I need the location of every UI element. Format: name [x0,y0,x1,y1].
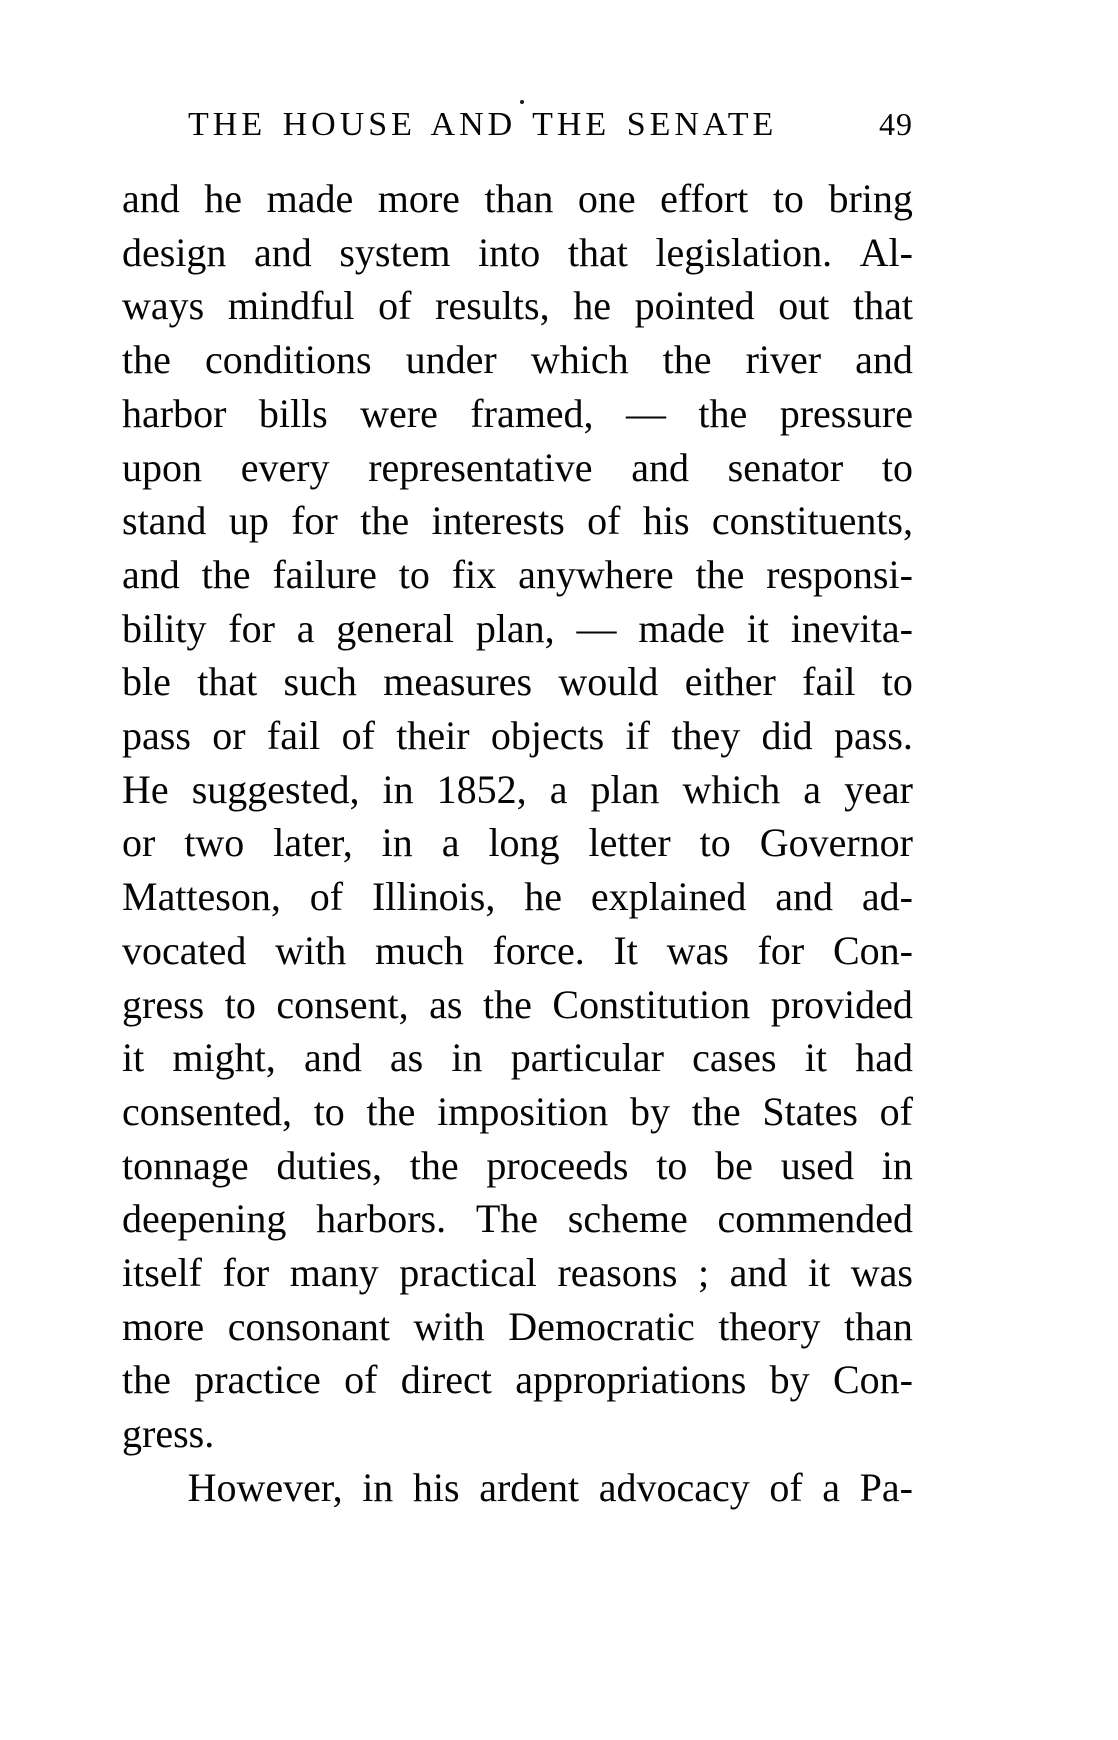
word: responsi- [766,551,913,597]
word: commended [717,1196,913,1242]
word: plan [590,766,660,812]
word: suggested, [191,766,360,812]
word: representative [368,444,593,490]
word: anywhere [518,551,674,597]
word: inevita- [790,605,913,651]
word: of [341,713,375,759]
word: than [484,176,554,221]
word: pass. [834,713,913,759]
word: framed, [470,390,594,436]
word: by [630,1088,671,1134]
word: as [429,981,463,1027]
word: effort [660,176,749,221]
word: a [441,820,460,866]
word: his [642,498,690,544]
text-line [122,1085,913,1139]
word: vocated [122,927,247,973]
text-line [122,333,913,387]
word: into [478,229,541,275]
text-line [122,978,913,1032]
word: reasons [557,1250,678,1296]
word: they [671,713,741,759]
word: the [695,551,745,597]
word: — [625,390,666,436]
text-line [122,387,913,441]
word: in [451,1035,483,1081]
word: for [228,605,275,651]
word: that [567,229,628,275]
word: did [761,713,813,759]
word: plan, [475,605,555,651]
word: stand [122,498,207,544]
word: The [475,1196,539,1242]
word: and [303,1035,362,1081]
word: letter [588,820,671,866]
word: a [296,605,315,651]
word: which [530,337,629,383]
word: Governor [759,820,913,866]
word: interests [431,498,565,544]
word: in [362,1464,394,1510]
word: two [184,820,245,866]
text-line [122,655,913,709]
word: Pa- [859,1464,913,1510]
text-line [122,816,913,870]
word: ; [697,1250,710,1296]
word: system [339,229,451,275]
word: a [803,766,822,812]
word: of [378,283,412,329]
word: Con- [832,927,913,973]
word: legislation. [655,229,833,275]
word: would [558,659,659,705]
word: the [409,1142,459,1188]
word: senator [727,444,844,490]
word: to [772,176,804,221]
word: later, [273,820,353,866]
word: to [881,444,913,490]
word: pressure [779,390,913,436]
word: might, [172,1035,276,1081]
word: under [405,337,497,383]
word: proceeds [486,1142,629,1188]
word: direct [400,1357,492,1403]
word: with [413,1303,485,1349]
word: were [360,390,438,436]
word: practice [194,1357,321,1403]
word: with [275,927,347,973]
word: a [822,1464,841,1510]
word: appropriations [515,1357,747,1403]
word: ad- [861,874,913,920]
word: theory [718,1303,821,1349]
word: the [698,390,748,436]
word: if [625,713,650,759]
word: cases [692,1035,777,1081]
word: his [412,1464,460,1510]
word: 1852, [436,766,527,812]
word: and [729,1250,788,1296]
word: to [881,659,913,705]
word: in [382,766,414,812]
word: constituents, [711,498,913,544]
word: pointed [634,283,755,329]
word: in [381,820,413,866]
word: bility [122,605,207,651]
word: a [549,766,568,812]
word: than [844,1303,913,1349]
text-line [122,494,913,548]
word: he [573,283,611,329]
text-line [122,1192,913,1246]
word: and [254,229,312,275]
text-line: gress. [122,1411,215,1457]
word: to [656,1142,688,1188]
word: tonnage [122,1142,249,1188]
body-text [122,172,913,1515]
word: that [853,283,913,329]
word: of [309,874,344,920]
word: objects [490,713,605,759]
word: it [746,605,769,651]
word: gress [122,981,205,1027]
running-head [122,106,913,144]
word: the [662,337,712,383]
text-line [122,1461,913,1515]
word: made [638,605,725,651]
word: fix [451,551,497,597]
text-line [122,924,913,978]
word: for [222,1250,270,1296]
chapter-title: THE HOUSE AND THE SENATE [188,106,778,143]
word: Constitution [552,981,751,1027]
word: to [699,820,731,866]
text-line [122,1031,913,1085]
word: harbor [122,390,227,436]
text-line [122,1139,913,1193]
word: Con- [832,1357,913,1403]
word: used [780,1142,855,1188]
word: of [344,1357,378,1403]
word: fail [802,659,856,705]
text-line [122,1353,913,1407]
word: results, [435,283,550,329]
word: the [360,498,410,544]
word: every [240,444,330,490]
word: bills [258,390,328,436]
word: it [804,1035,827,1081]
text-line [122,226,913,280]
word: or [212,713,246,759]
word: and [122,176,180,221]
word: However, [187,1464,343,1510]
word: particular [510,1035,664,1081]
word: it [122,1035,145,1081]
word: upon [122,444,202,490]
word: in [881,1142,913,1188]
word: practical [399,1250,537,1296]
paragraph-indent [122,1461,168,1515]
word: of [769,1464,803,1510]
word: failure [272,551,377,597]
word: the [691,1088,741,1134]
text-line [122,441,913,495]
word: consonant [227,1303,390,1349]
word: scheme [567,1196,688,1242]
word: of [587,498,621,544]
word: was [850,1250,913,1296]
word: up [228,498,269,544]
word: the [482,981,532,1027]
word: harbors. [316,1196,447,1242]
word: as [389,1035,424,1081]
word: duties, [276,1142,382,1188]
word: — [576,605,617,651]
word: river [745,337,822,383]
word: consented, [122,1088,292,1134]
text-line [122,602,913,656]
word: and [631,444,689,490]
word: of [879,1088,913,1134]
word: the [122,337,171,383]
word: pass [122,713,191,759]
word: general [336,605,454,651]
word: advocacy [598,1464,750,1510]
word: that [197,659,258,705]
word: to [224,981,256,1027]
word: it [807,1250,831,1296]
word: much [374,927,464,973]
word: and [855,337,913,383]
word: the [366,1088,416,1134]
word: ble [122,659,171,705]
word: out [778,283,830,329]
word: more [377,176,460,221]
word: such [283,659,357,705]
word: Al- [859,229,913,275]
word: explained [590,874,747,920]
word: many [289,1250,379,1296]
word: States [762,1088,858,1134]
text-line [122,172,913,226]
word: measures [383,659,533,705]
word: provided [770,981,913,1027]
word: more [122,1303,205,1349]
word: ways [122,283,205,329]
word: and [122,551,180,597]
word: consent, [276,981,409,1027]
word: their [396,713,470,759]
text-line [122,548,913,602]
word: to [398,551,430,597]
word: It [613,927,638,973]
word: be [715,1142,753,1188]
text-line [122,709,913,763]
word: was [666,927,729,973]
word: deepening [122,1196,287,1242]
word: either [684,659,776,705]
word: one [577,176,636,221]
word: Illinois, [371,874,496,920]
word: design [122,229,227,275]
word: He [122,766,169,812]
word: made [266,176,354,221]
word: year [844,766,913,812]
word: ardent [479,1464,580,1510]
text-line [122,1246,913,1300]
word: force. [492,927,585,973]
word: the [201,551,251,597]
text-line [122,1300,913,1354]
text-line [122,763,913,817]
word: imposition [437,1088,609,1134]
word: itself [122,1250,202,1296]
scan-speck [520,100,524,104]
word: fail [266,713,321,759]
page-number: 49 [879,106,913,142]
word: the [122,1357,171,1403]
word: or [122,820,156,866]
word: he [524,874,562,920]
word: long [488,820,560,866]
word: had [855,1035,913,1081]
word: bring [828,176,913,221]
word: he [204,176,243,221]
word: to [313,1088,345,1134]
word: and [775,874,834,920]
word: by [769,1357,810,1403]
text-line [122,870,913,924]
word: for [757,927,805,973]
text-line [122,279,913,333]
word: which [682,766,781,812]
word: conditions [204,337,372,383]
word: Matteson, [122,874,281,920]
word: Democratic [508,1303,695,1349]
word: for [291,498,338,544]
word: mindful [227,283,355,329]
